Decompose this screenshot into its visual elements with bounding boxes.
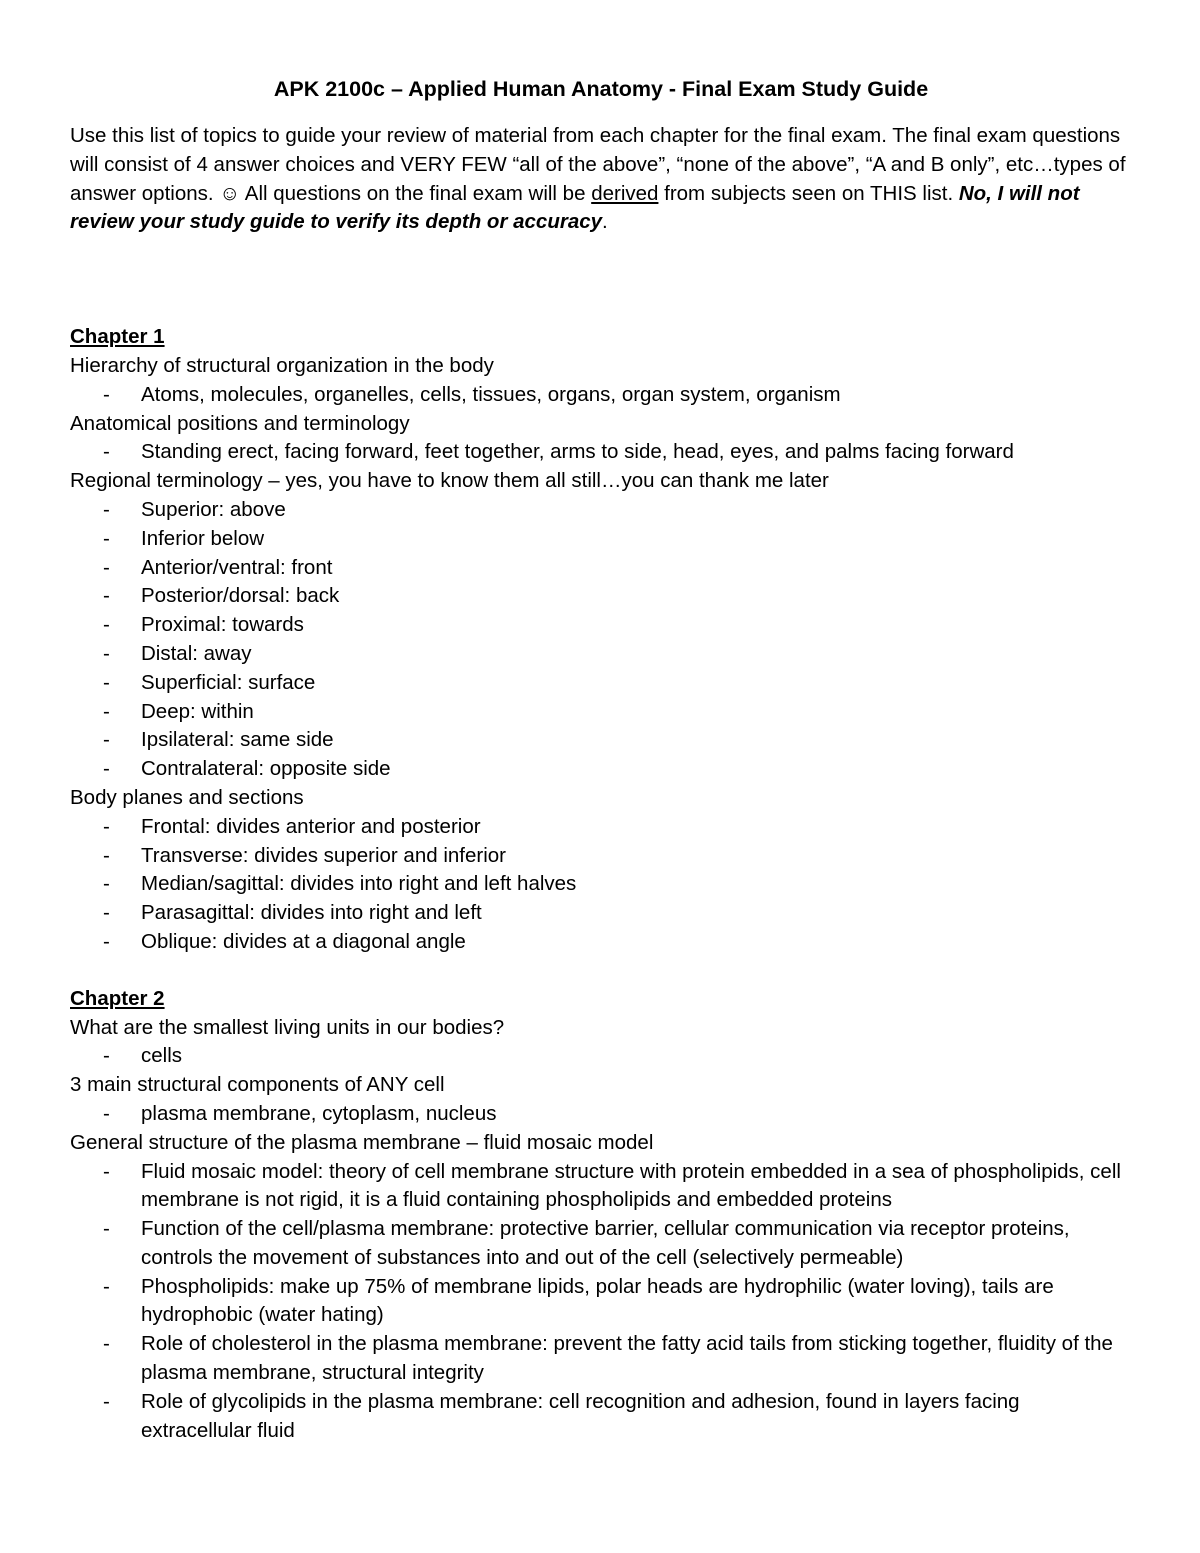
dash-bullet: - bbox=[103, 814, 110, 838]
dash-bullet: - bbox=[103, 728, 110, 752]
dash-bullet: - bbox=[103, 440, 110, 464]
dash-bullet: - bbox=[103, 670, 110, 694]
spacer bbox=[70, 237, 1132, 323]
list-item bbox=[70, 813, 1132, 842]
list-item-text: Distal: away bbox=[141, 641, 252, 665]
dash-bullet: - bbox=[103, 584, 110, 608]
list-item-text: Deep: within bbox=[141, 699, 254, 723]
list-item bbox=[70, 928, 1132, 957]
list-item-text: Phospholipids: make up 75% of membrane lipids, polar heads are hydrophilic (water loving), tails are hydrophobic (water hating) bbox=[141, 1274, 1054, 1327]
list-item-text: cells bbox=[141, 1044, 183, 1068]
list-item-text: Ipsilateral: same side bbox=[141, 728, 334, 752]
dash-bullet: - bbox=[103, 497, 110, 521]
dash-bullet: - bbox=[103, 1101, 110, 1125]
list-item-text: Frontal: divides anterior and posterior bbox=[141, 814, 481, 838]
topic-heading: Body planes and sections bbox=[70, 785, 304, 809]
topic-heading: 3 main structural components of ANY cell bbox=[70, 1073, 445, 1097]
list-item-text: Posterior/dorsal: back bbox=[141, 584, 340, 608]
list-item bbox=[70, 611, 1132, 640]
list-item bbox=[70, 698, 1132, 727]
dash-bullet: - bbox=[103, 1217, 110, 1241]
chapter-2-heading: Chapter 2 bbox=[70, 986, 165, 1010]
list-item-text: Fluid mosaic model: theory of cell membrane structure with protein embedded in a sea of phospholipids, cell membrane is not rigid, it is a fluid containing phospholipids and embedded proteins bbox=[141, 1159, 1121, 1212]
list-item-text: Contralateral: opposite side bbox=[141, 757, 391, 781]
list-item bbox=[70, 1273, 1132, 1331]
list-item bbox=[70, 1388, 1132, 1446]
topic-heading: Regional terminology – yes, you have to know them all still…you can thank me later bbox=[70, 469, 829, 493]
list-item bbox=[70, 899, 1132, 928]
list-item-text: Proximal: towards bbox=[141, 613, 304, 637]
dash-bullet: - bbox=[103, 699, 110, 723]
topic-heading: General structure of the plasma membrane – fluid mosaic model bbox=[70, 1130, 654, 1154]
list-item bbox=[70, 554, 1132, 583]
list-item bbox=[70, 582, 1132, 611]
dash-bullet: - bbox=[103, 382, 110, 406]
list-item-text: Superior: above bbox=[141, 497, 286, 521]
list-item-text: Inferior below bbox=[141, 526, 265, 550]
dash-bullet: - bbox=[103, 641, 110, 665]
list-item-text: Transverse: divides superior and inferior bbox=[141, 843, 506, 867]
dash-bullet: - bbox=[103, 526, 110, 550]
list-item bbox=[70, 755, 1132, 784]
chapter-1-heading: Chapter 1 bbox=[70, 325, 165, 349]
list-item-text: Median/sagittal: divides into right and left halves bbox=[141, 872, 577, 896]
intro-end: . bbox=[602, 210, 608, 234]
intro-text-continued: from subjects seen on THIS list. bbox=[658, 181, 959, 205]
list-item-text: Atoms, molecules, organelles, cells, tissues, organs, organ system, organism bbox=[141, 382, 841, 406]
spacer bbox=[70, 957, 1132, 985]
dash-bullet: - bbox=[103, 613, 110, 637]
list-item bbox=[70, 640, 1132, 669]
document-page bbox=[70, 74, 1132, 1445]
dash-bullet: - bbox=[103, 1274, 110, 1298]
list-item-text: Oblique: divides at a diagonal angle bbox=[141, 929, 466, 953]
list-item bbox=[70, 870, 1132, 899]
dash-bullet: - bbox=[103, 1389, 110, 1413]
list-item bbox=[70, 525, 1132, 554]
list-item bbox=[70, 1215, 1132, 1273]
dash-bullet: - bbox=[103, 1332, 110, 1356]
list-item-text: Role of cholesterol in the plasma membrane: prevent the fatty acid tails from sticking together, fluidity of the plasma membrane, structural integrity bbox=[141, 1332, 1113, 1385]
dash-bullet: - bbox=[103, 757, 110, 781]
list-item bbox=[70, 726, 1132, 755]
intro-emphasis: No, I will not review your study guide to verify its depth or accuracy bbox=[70, 181, 1080, 234]
dash-bullet: - bbox=[103, 1159, 110, 1183]
topic-heading: Anatomical positions and terminology bbox=[70, 411, 410, 435]
list-item bbox=[70, 381, 1132, 410]
list-item bbox=[70, 1330, 1132, 1388]
list-item-text: Role of glycolipids in the plasma membrane: cell recognition and adhesion, found in layers facing extracellular fluid bbox=[141, 1389, 1020, 1442]
list-item bbox=[70, 1042, 1132, 1071]
list-item bbox=[70, 1158, 1132, 1216]
dash-bullet: - bbox=[103, 872, 110, 896]
topic-heading: What are the smallest living units in our bodies? bbox=[70, 1015, 505, 1039]
dash-bullet: - bbox=[103, 1044, 110, 1068]
list-item-text: Function of the cell/plasma membrane: protective barrier, cellular communication via receptor proteins, controls the movement of substances into and out of the cell (selectively permeable) bbox=[141, 1217, 1070, 1269]
dash-bullet: - bbox=[103, 901, 110, 925]
list-item-text: Standing erect, facing forward, feet together, arms to side, head, eyes, and palms facing forward bbox=[141, 440, 1014, 464]
intro-paragraph bbox=[70, 122, 1132, 237]
list-item-text: plasma membrane, cytoplasm, nucleus bbox=[141, 1101, 497, 1125]
list-item bbox=[70, 1100, 1132, 1129]
list-item-text: Superficial: surface bbox=[141, 670, 316, 694]
dash-bullet: - bbox=[103, 929, 110, 953]
list-item bbox=[70, 438, 1132, 467]
dash-bullet: - bbox=[103, 555, 110, 579]
dash-bullet: - bbox=[103, 843, 110, 867]
list-item-text: Anterior/ventral: front bbox=[141, 555, 333, 579]
document-title: APK 2100c – Applied Human Anatomy - Final Exam Study Guide bbox=[273, 77, 929, 101]
list-item bbox=[70, 842, 1132, 871]
intro-text: Use this list of topics to guide your review of material from each chapter for the final exam. The final exam questions will consist of 4 answer choices and VERY FEW “all of the above”, “none of the above”, “A and B only”, etc…types of answer options. ☺ All questions on the final exam will be bbox=[70, 124, 1126, 205]
list-item-text: Parasagittal: divides into right and left bbox=[141, 901, 482, 925]
list-item bbox=[70, 669, 1132, 698]
intro-underlined-word: derived bbox=[591, 181, 659, 205]
list-item bbox=[70, 496, 1132, 525]
topic-heading: Hierarchy of structural organization in the body bbox=[70, 353, 494, 377]
